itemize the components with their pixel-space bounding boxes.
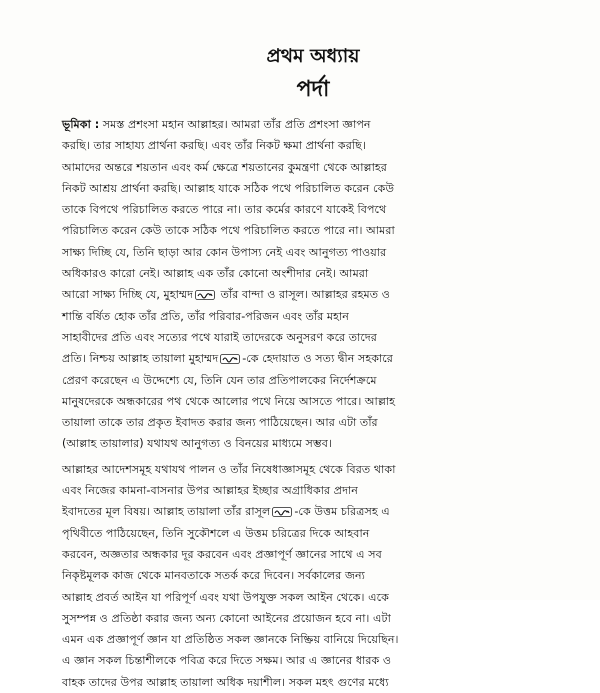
- text-segment: করবেন, অজ্ঞতার অন্ধকার দূর করবেন এবং প্রজ্ঞাপূর্ণ জ্ঞানের সাথে এ সব: [62, 547, 382, 561]
- paragraph: [62, 459, 564, 693]
- text-line: [62, 412, 564, 433]
- text-line: [62, 501, 564, 522]
- text-segment: প্রতি। নিশ্চয় আল্লাহ তায়ালা মুহাম্মদ: [62, 352, 219, 366]
- text-line: [62, 348, 564, 369]
- text-segment: এবং নিজের কামনা-বাসনার উপর আল্লাহর ইচ্ছার অগ্রাধিকার প্রদান: [62, 484, 358, 498]
- text-line: [62, 523, 564, 544]
- text-segment: তাঁর বান্দা ও রাসূল। আল্লাহর রহমত ও: [217, 288, 390, 302]
- text-line: [62, 433, 564, 454]
- text-line: [62, 157, 564, 178]
- text-line: [62, 178, 564, 199]
- text-segment: করছি। তার সাহায্য প্রার্থনা করছি। এবং তাঁর নিকট ক্ষমা প্রার্থনা করছি।: [62, 139, 366, 153]
- text-segment: পরিচালিত করেন কেউ তাকে সঠিক পথে পরিচালিত করতে পারে না। আমরা: [62, 224, 395, 238]
- text-line: [62, 672, 564, 693]
- section-lead-label: ভূমিকা :: [62, 118, 100, 131]
- saw-calligraphy-icon: [220, 354, 240, 364]
- text-segment: সাক্ষ্য দিচ্ছি যে, তিনি ছাড়া আর কোন উপাস্য নেই এবং আনুগত্য পাওয়ার: [62, 245, 387, 259]
- text-line: [62, 650, 564, 671]
- section-title: পর্দা: [296, 76, 330, 102]
- text-segment: পৃথিবীতে পাঠিয়েছেন, তিনি সুকৌশলে এ উত্তম চরিত্রের দিকে আহবান: [62, 526, 370, 540]
- text-segment: -কে উত্তম চরিত্রসহ এ: [294, 505, 390, 519]
- text-segment: আমাদের অন্তরে শয়তান এবং কর্ম ক্ষেত্রে শয়তানের কুমন্ত্রণা থেকে আল্লাহর: [62, 160, 387, 174]
- saw-calligraphy-icon: [195, 290, 215, 300]
- text-line: [62, 242, 564, 263]
- text-segment: -কে হেদায়াত ও সত্য দ্বীন সহকারে: [242, 352, 393, 366]
- paragraph: [62, 114, 564, 455]
- text-segment: নিকৃষ্টমূলক কাজ থেকে মানবতাকে সতর্ক করে দিবেন। সর্বকালের জন্য: [62, 569, 365, 583]
- text-segment: (আল্লাহ তায়ালার) যথাযথ আনুগত্য ও বিনয়ের মাধ্যমে সম্ভব।: [62, 437, 332, 451]
- text-line: [62, 284, 564, 305]
- text-line: [62, 391, 564, 412]
- text-segment: অধিকারও কারো নেই। আল্লাহ এক তাঁর কোনো অংশীদার নেই। আমরা: [62, 267, 369, 281]
- text-line: [62, 199, 564, 220]
- text-line: [62, 263, 564, 284]
- text-segment: আল্লাহ প্রবর্ত আইন যা পরিপূর্ণ এবং যথা উপযুক্ত সকল আইন থেকে। একে: [62, 590, 389, 604]
- text-line: [62, 327, 564, 348]
- text-segment: তায়ালা তাকে তার প্রকৃত ইবাদত করার জন্য পাঠিয়েছেন। আর এটা তাঁর: [62, 416, 378, 430]
- text-line: [62, 629, 564, 650]
- text-line: [62, 459, 564, 480]
- text-line: [62, 135, 564, 156]
- text-segment: আল্লাহর আদেশসমূহ যথাযথ পালন ও তাঁর নিষেধাজ্ঞাসমূহ থেকে বিরত থাকা: [62, 462, 396, 476]
- text-line: [62, 370, 564, 391]
- text-segment: তাকে বিপথে পরিচালিত করতে পারে না। তার কর্মের কারণে যাকেই বিপথে: [62, 203, 387, 217]
- chapter-title: প্রথম অধ্যায়: [266, 45, 360, 67]
- text-line: [62, 608, 564, 629]
- text-segment: আরো সাক্ষ্য দিচ্ছি যে, মুহাম্মদ: [62, 288, 194, 302]
- text-line: [62, 565, 564, 586]
- text-line: [62, 480, 564, 501]
- text-line: [62, 587, 564, 608]
- saw-calligraphy-icon: [272, 507, 292, 517]
- text-segment: এমন এক প্রজ্ঞাপূর্ণ জ্ঞান যা প্রতিষ্ঠিত সকল জ্ঞানকে নিষ্ক্রিয় বানিয়ে দিয়েছিন।: [62, 633, 399, 647]
- text-segment: নিকট আশ্রয় প্রার্থনা করছি। আল্লাহ যাকে সঠিক পথে পরিচালিত করেন কেউ: [62, 181, 395, 195]
- text-segment: ইবাদতের মূল বিষয়। আল্লাহ তায়ালা তাঁর রাসূল: [62, 505, 271, 519]
- text-line: [62, 220, 564, 241]
- text-line: [62, 544, 564, 565]
- text-segment: সুসম্পন্ন ও প্রতিষ্ঠা করার জন্য অন্য কোনো আইনের প্রয়োজন হবে না। এটা: [62, 611, 391, 625]
- body-text: [62, 114, 564, 693]
- text-segment: মানুষদেরকে অন্ধকারের পথ থেকে আলোর পথে নিয়ে আসতে পারে। আল্লাহ: [62, 394, 396, 408]
- text-line: [62, 306, 564, 327]
- text-line: [62, 114, 564, 135]
- text-segment: এ জ্ঞান সকল চিন্তাশীলকে পবিত্র করে দিতে সক্ষম। আর এ জ্ঞানের ধারক ও: [62, 654, 392, 668]
- text-segment: সমস্ত প্রশংসা মহান আল্লাহর। আমরা তাঁর প্রতি প্রশংসা জ্ঞাপন: [99, 118, 371, 131]
- text-segment: প্রেরণ করেছেন এ উদ্দেশ্যে যে, তিনি যেন তার প্রতিপালকের নির্দেশক্রমে: [62, 373, 377, 387]
- text-segment: সাহাবীদের প্রতি এবং সত্যের পথে যারাই তাদেরকে অনুসরণ করে তাদের: [62, 330, 377, 344]
- text-segment: বাহক তাদের উপর আল্লাহ তায়ালা অধিক দয়াশীল। সকল মহৎ গুণের মধ্যে: [62, 675, 389, 689]
- text-segment: শান্তি বর্ষিত হোক তাঁর প্রতি, তাঁর পরিবার-পরিজন এবং তাঁর মহান: [62, 309, 349, 323]
